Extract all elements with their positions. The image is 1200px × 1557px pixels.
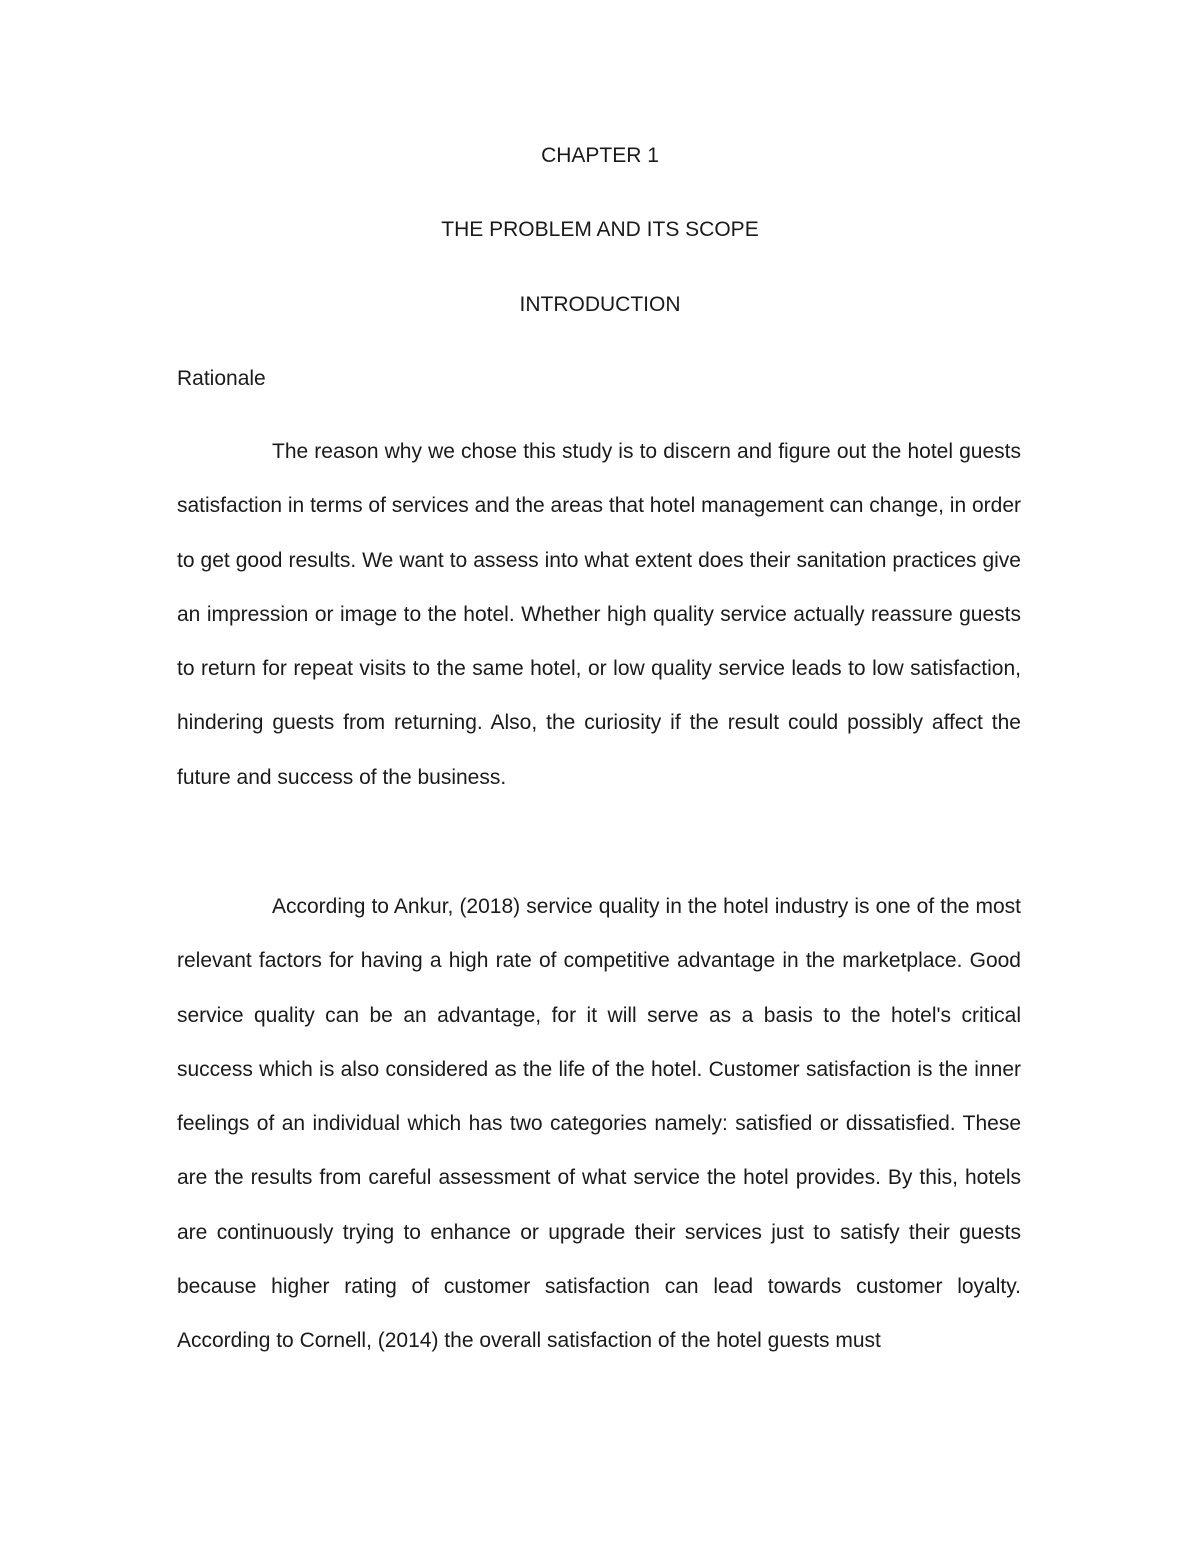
chapter-title: THE PROBLEM AND ITS SCOPE [441,218,759,241]
subsection-heading: Rationale [177,367,266,390]
paragraph-rationale: The reason why we chose this study is to discern and figure out the hotel guests satisfaction in terms of services and the areas that hotel management can change, in order to get good results. We want to assess into what extent does their sanitation practices give an impression or image to the hotel. Whether high quality service actually reassure guests to return for repeat visits to the same hotel, or low quality service leads to low satisfaction, hindering guests from returning. Also, the curiosity if the result could possibly affect the future and success of the business. [177,440,1021,789]
chapter-heading: CHAPTER 1 [541,144,659,167]
paragraph-service-quality: According to Ankur, (2018) service quality in the hotel industry is one of the most relevant factors for having a high rate of competitive advantage in the marketplace. Good service quality can be an advantage, for it will serve as a basis to the hotel's critical success which is also considered as the life of the hotel. Customer satisfaction is the inner feelings of an individual which has two categories namely: satisfied or dissatisfied. These are the results from careful assessment of what service the hotel provides. By this, hotels are continuously trying to enhance or upgrade their services just to satisfy their guests because higher rating of customer satisfaction can lead towards customer loyalty. According to Cornell, (2014) the overall satisfaction of the hotel guests must [177,895,1021,1353]
section-heading: INTRODUCTION [519,293,681,316]
